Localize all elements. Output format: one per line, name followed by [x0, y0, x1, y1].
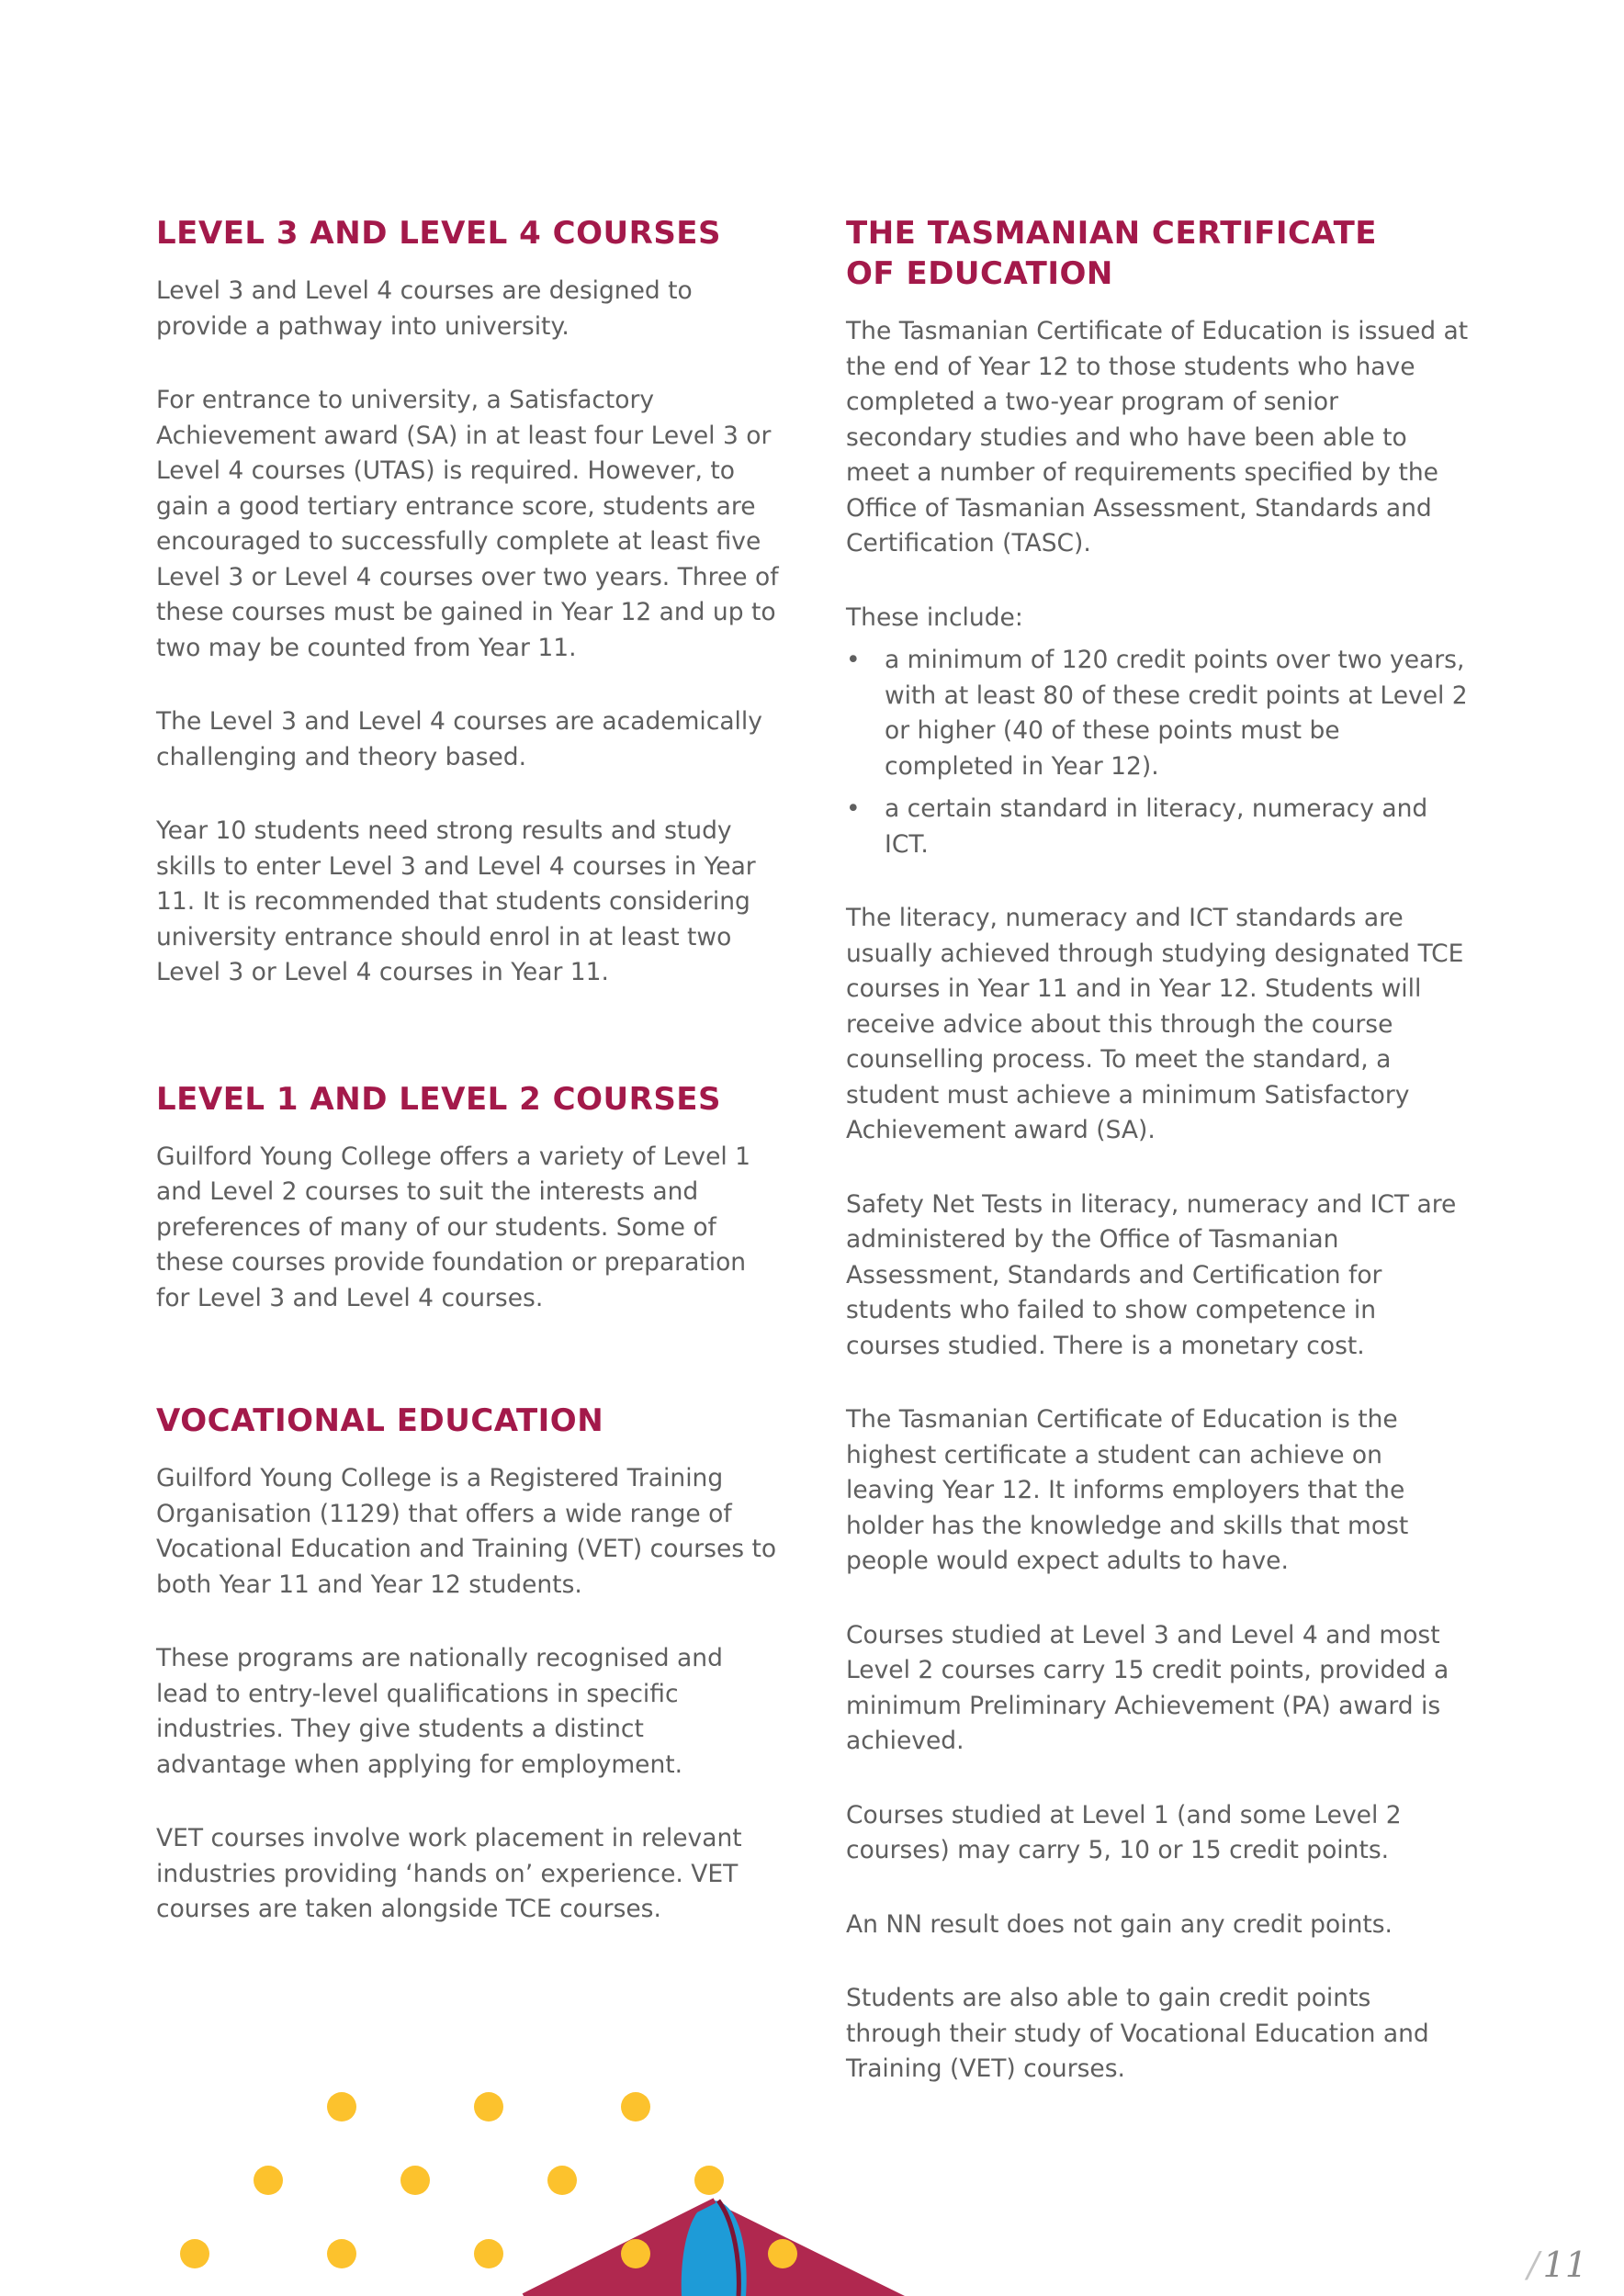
left-column — [156, 213, 781, 1928]
dot — [621, 2239, 650, 2268]
requirements-list — [846, 643, 1471, 862]
section-level-3-4 — [156, 213, 781, 991]
bullet-icon: • — [846, 794, 861, 823]
paragraph: Level 3 and Level 4 courses are designed to provide a pathway into university. — [156, 276, 693, 341]
dot — [547, 2166, 577, 2195]
dot — [474, 2239, 503, 2268]
section-vocational — [156, 1401, 781, 1928]
paragraph: Courses studied at Level 3 and Level 4 and most Level 2 courses carry 15 credit points, provided a minimum Preliminary Achievement (PA) award is achieved. — [846, 1620, 1449, 1755]
section-tce — [846, 213, 1471, 2088]
list-item — [846, 643, 1471, 784]
heading-vocational: VOCATIONAL EDUCATION — [156, 1402, 604, 1439]
these-include-label: These include: — [846, 602, 1023, 632]
heading-level-3-4: LEVEL 3 AND LEVEL 4 COURSES — [156, 215, 722, 252]
paragraph: VET courses involve work placement in relevant industries providing ‘hands on’ experience. VET courses are taken alongside TCE courses. — [156, 1824, 742, 1923]
dot — [621, 2092, 650, 2122]
heading-level-1-2: LEVEL 1 AND LEVEL 2 COURSES — [156, 1080, 722, 1118]
paragraph: These programs are nationally recognised and lead to entry-level qualifications in specific industries. They give students a distinct advantage when applying for employment. — [156, 1644, 723, 1779]
dot — [474, 2092, 503, 2122]
paragraph: The literacy, numeracy and ICT standards are usually achieved through studying designated TCE courses in Year 11 and in Year 12. Students will receive advice about this through the course counselling process. To meet the standard, a student must achieve a minimum Satisfactory Achievement award (SA). — [846, 904, 1464, 1144]
dot-grid — [180, 2092, 650, 2268]
heading-tce — [846, 213, 1471, 294]
right-column — [846, 213, 1471, 2088]
paragraph: An NN result does not gain any credit points. — [846, 1909, 1393, 1939]
paragraph: The Level 3 and Level 4 courses are academically challenging and theory based. — [156, 707, 762, 771]
dot — [254, 2166, 283, 2195]
paragraph: Guilford Young College offers a variety of Level 1 and Level 2 courses to suit the interests and preferences of many of our students. Some of these courses provide foundation or preparation for Level 3 and Level 4 courses. — [156, 1142, 751, 1312]
paragraph: Safety Net Tests in literacy, numeracy and ICT are administered by the Office of Tasmanian Assessment, Standards and Certification for students who failed to show competence in courses studied. There is a monetary cost. — [846, 1189, 1457, 1360]
page-number-slash: / — [1527, 2245, 1539, 2285]
paragraph: Guilford Young College is a Registered Training Organisation (1129) that offers a wide range of Vocational Education and Training (VET) courses to both Year 11 and Year 12 students. — [156, 1464, 777, 1599]
dot — [327, 2239, 356, 2268]
page-number — [1528, 2245, 1587, 2285]
page-number-value: 11 — [1542, 2245, 1587, 2285]
section-level-1-2 — [156, 1079, 781, 1317]
list-item-text: a certain standard in literacy, numeracy and ICT. — [885, 794, 1428, 859]
dot — [400, 2166, 430, 2195]
heading-tce-line1: THE TASMANIAN CERTIFICATE — [846, 215, 1378, 252]
paragraph: Year 10 students need strong results and study skills to enter Level 3 and Level 4 courses in Year 11. It is recommended that students considering university entrance should enrol in at least two Level 3 or Level 4 courses in Year 11. — [156, 816, 756, 986]
paragraph: Students are also able to gain credit points through their study of Vocational Education and Training (VET) courses. — [846, 1984, 1429, 2083]
paragraph: The Tasmanian Certificate of Education is issued at the end of Year 12 to those students who have completed a two-year program of senior secondary studies and who have been able to meet a number of requirements specified by the Office of Tasmanian Assessment, Standards and Certification (TASC). — [846, 317, 1469, 557]
megaphone-icon — [524, 2166, 905, 2296]
dot — [768, 2239, 797, 2268]
decorative-dots-megaphone — [0, 2066, 919, 2296]
paragraph: For entrance to university, a Satisfactory Achievement award (SA) in at least four Level 3 or Level 4 courses (UTAS) is required. However, to gain a good tertiary entrance score, students are encouraged to successfully complete at least five Level 3 or Level 4 courses over two years. Three of these courses must be gained in Year 12 and up to two may be counted from Year 11. — [156, 386, 779, 662]
dot — [694, 2166, 724, 2195]
paragraph: Courses studied at Level 1 (and some Level 2 courses) may carry 5, 10 or 15 credit points. — [846, 1800, 1402, 1864]
list-item — [846, 792, 1471, 862]
paragraph: The Tasmanian Certificate of Education is the highest certificate a student can achieve on leaving Year 12. It informs employers that the holder has the knowledge and skills that most people would expect adults to have. — [846, 1405, 1409, 1575]
list-item-text: a minimum of 120 credit points over two years, with at least 80 of these credit points at Level 2 or higher (40 of these points must be completed in Year 12). — [885, 646, 1468, 781]
dot — [327, 2092, 356, 2122]
bullet-icon: • — [846, 646, 861, 674]
dot — [180, 2239, 209, 2268]
heading-tce-line2: OF EDUCATION — [846, 255, 1113, 292]
